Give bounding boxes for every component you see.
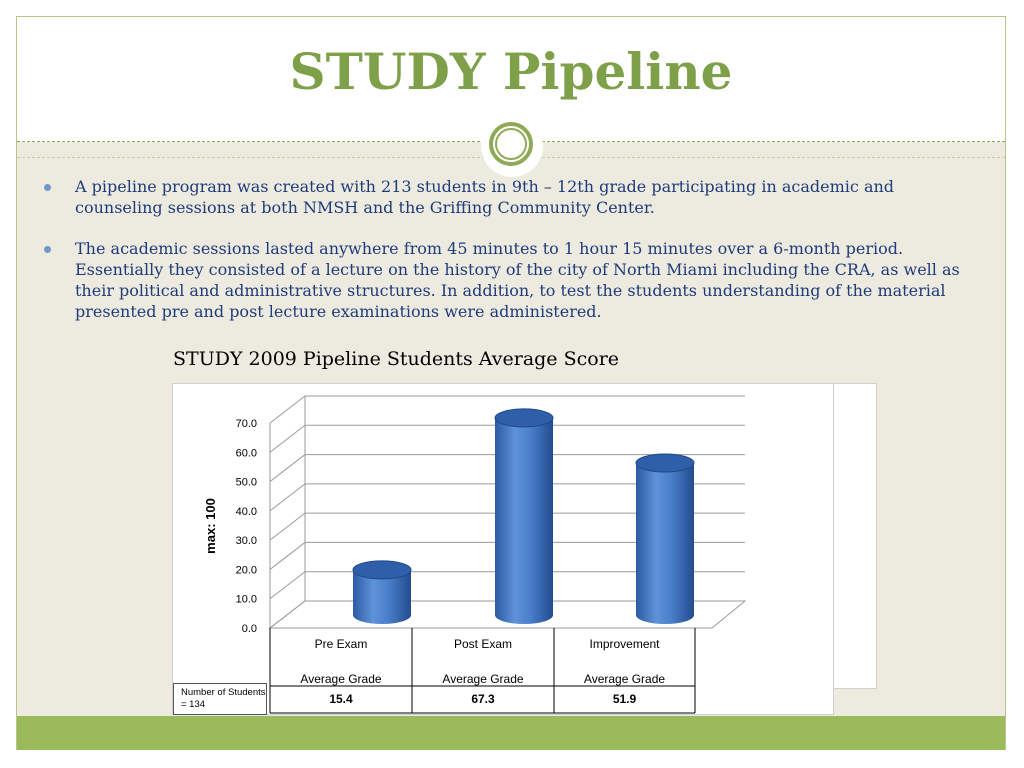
bullet-item: [44, 176, 979, 218]
side-gridline: [270, 425, 305, 452]
bullet-text: A pipeline program was created with 213 students in 9th – 12th grade participating in academic and counseling sessions at both NMSH and the Griffing Community Center.: [75, 177, 895, 217]
bar-post-exam: [495, 409, 553, 624]
bar-top: [495, 409, 553, 427]
bullet-dot-icon: [44, 184, 51, 191]
slide-title: STUDY Pipeline: [289, 42, 733, 101]
students-count-note: Number of Students = 134: [173, 683, 267, 715]
bar-top: [353, 561, 411, 579]
y-tick-label: 0.0: [241, 623, 257, 635]
bullet-list: [44, 176, 979, 342]
data-value-label: 15.4: [329, 692, 353, 706]
y-tick-label: 30.0: [235, 535, 257, 548]
bullet-item: [44, 238, 979, 322]
y-tick-label: 70.0: [235, 418, 257, 430]
divider-ornament-inner-icon: [495, 128, 527, 160]
bar-pre-exam: [353, 561, 411, 624]
y-tick-label: 40.0: [235, 505, 257, 518]
bar-body: [495, 418, 553, 624]
side-gridline: [270, 396, 305, 423]
table-row-label: Average Grade: [442, 672, 524, 686]
bar-chart: [172, 383, 834, 715]
x-category-label: Post Exam: [453, 637, 513, 651]
y-tick-label: 50.0: [235, 476, 257, 489]
side-gridline: [270, 513, 305, 540]
table-row-label: Average Grade: [583, 672, 666, 686]
data-value-label: 67.3: [471, 692, 495, 706]
y-tick-label: 20.0: [235, 564, 257, 577]
bar-body: [636, 463, 694, 624]
bullet-dot-icon: [44, 246, 51, 253]
side-gridline: [270, 572, 305, 599]
side-gridline: [270, 455, 305, 482]
y-axis-label: max: 100: [203, 498, 218, 554]
bullet-text: The academic sessions lasted anywhere from 45 minutes to 1 hour 15 minutes over a 6-month period. Essentially they consisted of a lecture on the history of the city of North Miami including the CRA, as well as their political and administrative structures. In addition, to test the students understanding of the material presented pre and post lecture examinations were administered.: [75, 239, 960, 321]
footer-bar: [17, 716, 1005, 750]
x-category-label: Improvement: [589, 637, 660, 651]
chart-heading: STUDY 2009 Pipeline Students Average Score: [173, 348, 620, 370]
x-category-label: Pre Exam: [314, 637, 368, 651]
y-tick-label: 10.0: [235, 593, 257, 606]
side-gridline: [270, 484, 305, 511]
y-tick-label: 60.0: [235, 447, 257, 460]
bar-improvement: [636, 454, 694, 624]
table-row-label: Average Grade: [300, 672, 382, 686]
side-gridline: [270, 542, 305, 569]
data-value-label: 51.9: [612, 692, 637, 706]
chart-panel-extension: [834, 383, 877, 689]
bar-top: [636, 454, 694, 472]
